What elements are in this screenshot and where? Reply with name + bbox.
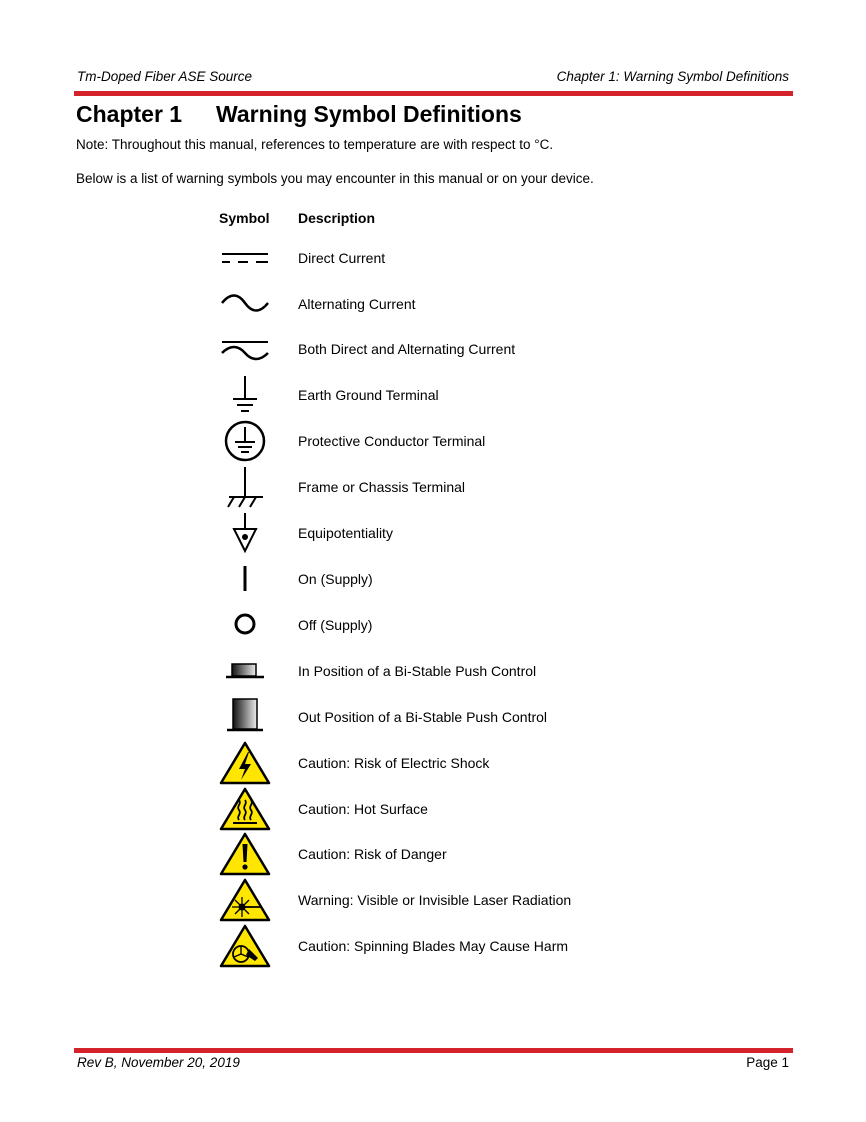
symbol-description: Caution: Spinning Blades May Cause Harm: [298, 938, 569, 954]
symbol-row: [200, 923, 800, 969]
header-divider: [74, 91, 793, 96]
symbol-description: Both Direct and Alternating Current: [298, 341, 516, 357]
symbol-row: [200, 418, 800, 464]
symbol-description: Earth Ground Terminal: [298, 387, 439, 403]
alternating-current-icon: [218, 281, 272, 327]
symbol-description: Caution: Hot Surface: [298, 801, 428, 817]
hot-surface-warning-icon: [218, 786, 272, 832]
symbol-row: [200, 235, 800, 281]
symbol-description: In Position of a Bi-Stable Push Control: [298, 663, 537, 679]
push-out-position-icon: [218, 694, 272, 740]
frame-chassis-icon: [218, 464, 272, 510]
header-chapter-title: Chapter 1: Warning Symbol Definitions: [556, 69, 789, 84]
on-supply-icon: [218, 556, 272, 602]
symbol-row: [200, 786, 800, 832]
footer-page-number: Page 1: [746, 1055, 789, 1070]
symbol-row: [200, 556, 800, 602]
chapter-title: Warning Symbol Definitions: [216, 101, 522, 127]
earth-ground-icon: [218, 372, 272, 418]
temperature-note: Note: Throughout this manual, references to temperature are with respect to °C.: [76, 137, 554, 152]
symbol-row: [200, 648, 800, 694]
symbol-description: Alternating Current: [298, 296, 416, 312]
symbol-row: [200, 877, 800, 923]
footer-divider: [74, 1048, 793, 1053]
symbol-row: [200, 740, 800, 786]
symbol-description: Protective Conductor Terminal: [298, 433, 486, 449]
symbol-row: [200, 831, 800, 877]
symbol-row: [200, 694, 800, 740]
symbol-description: Off (Supply): [298, 617, 373, 633]
electric-shock-warning-icon: [218, 740, 272, 786]
both-dc-ac-icon: [218, 326, 272, 372]
protective-conductor-icon: [218, 418, 272, 464]
column-header-description: Description: [298, 210, 376, 226]
symbol-description: Caution: Risk of Danger: [298, 846, 447, 862]
spinning-blades-warning-icon: [218, 923, 272, 969]
header-document-title: Tm-Doped Fiber ASE Source: [77, 69, 253, 84]
column-header-symbol: Symbol: [219, 210, 270, 226]
symbol-description: Out Position of a Bi-Stable Push Control: [298, 709, 548, 725]
symbol-row: [200, 464, 800, 510]
symbol-description: Equipotentiality: [298, 525, 393, 541]
equipotentiality-icon: [218, 510, 272, 556]
symbol-row: [200, 510, 800, 556]
symbol-description: Caution: Risk of Electric Shock: [298, 755, 490, 771]
push-in-position-icon: [218, 648, 272, 694]
intro-paragraph: Below is a list of warning symbols you may encounter in this manual or on your device.: [76, 171, 594, 186]
laser-radiation-warning-icon: [218, 877, 272, 923]
symbol-row: [200, 326, 800, 372]
off-supply-icon: [218, 602, 272, 648]
symbol-row: [200, 372, 800, 418]
general-danger-warning-icon: [218, 831, 272, 877]
symbol-description: On (Supply): [298, 571, 373, 587]
direct-current-icon: [218, 235, 272, 281]
symbol-description: Warning: Visible or Invisible Laser Radiation: [298, 892, 572, 908]
footer-revision: Rev B, November 20, 2019: [77, 1055, 240, 1070]
symbol-row: [200, 602, 800, 648]
symbol-row: [200, 281, 800, 327]
symbol-description: Direct Current: [298, 250, 386, 266]
chapter-number: Chapter 1: [76, 101, 183, 127]
symbol-description: Frame or Chassis Terminal: [298, 479, 466, 495]
